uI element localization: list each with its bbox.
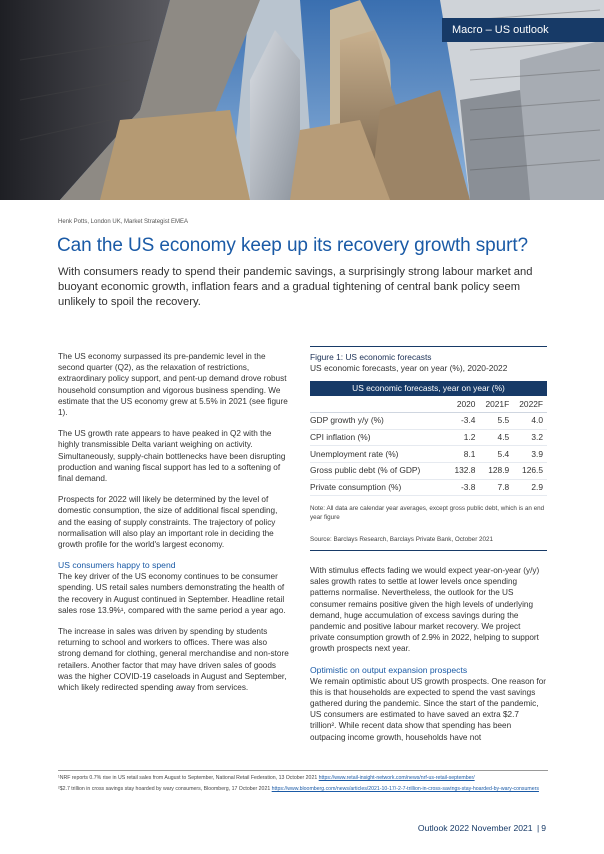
cell: 5.5 <box>497 415 510 426</box>
cell: -3.4 <box>461 415 476 426</box>
figure-1 <box>310 346 547 551</box>
footnote-2 <box>58 785 548 793</box>
paragraph: The US economy surpassed its pre-pandemic level in the second quarter (Q2), as the relaxation of restrictions, extraordinary policy support, and pent-up demand drove robust household consumption and vigorous business spending. We estimate that the US economy grew at 5.5% in 2021 (see figure 1). <box>58 352 288 418</box>
footnote-link[interactable]: https://www.retail-insight-network.com/news/nrf-us-retail-september/ <box>318 775 475 781</box>
left-column <box>58 351 290 703</box>
column-header: 2020 <box>449 396 479 413</box>
subheading-optimism: Optimistic on output expansion prospects <box>310 664 468 675</box>
figure-title: Figure 1: US economic forecasts <box>310 352 432 362</box>
cell: 128.9 <box>488 465 510 476</box>
forecast-table <box>310 396 547 496</box>
table-row <box>310 413 547 430</box>
figure-source: Source: Barclays Research, Barclays Private Bank, October 2021 <box>310 534 547 551</box>
cell: 8.1 <box>463 448 476 459</box>
footer-publication: Outlook 2022 <box>417 823 470 833</box>
cell: 2.9 <box>531 481 543 492</box>
paragraph: Prospects for 2022 will likely be determined by the level of domestic consumption, the size of additional fiscal spending, and the easing of supply constraints. The trajectory of policy normalisation will also play an important role in deciding the growth profile for the world's largest economy. <box>58 495 278 550</box>
table-header-row <box>310 396 547 413</box>
table-row <box>310 429 547 446</box>
footer-date: November 2021 <box>471 823 533 833</box>
cell: 4.5 <box>497 431 510 442</box>
paragraph: We remain optimistic about US growth prospects. One reason for this is that households are expected to spend the vast savings gathered during the pandemic. Since the start of the pandemic, US consumers are estimated to have saved an extra $2.7 trillion². While recent data show that spending has been outpacing income growth, households have not <box>310 676 547 742</box>
subheading-consumers: US consumers happy to spend <box>58 560 176 571</box>
cell: 5.4 <box>497 448 510 459</box>
row-label: GDP growth y/y (%) <box>310 415 384 426</box>
footnote-link[interactable]: https://www.bloomberg.com/news/articles/2021-10-17/-2-7-trillion-in-cross-savings-stay-hoarded-by-wary-consumers <box>271 786 539 792</box>
cell: -3.8 <box>461 481 476 492</box>
footnote-1 <box>58 774 548 782</box>
section-tag: Macro – US outlook <box>442 18 604 42</box>
footnote-text: ¹NRF reports 0.7% rise in US retail sales from August to September, National Retail Federation, 13 October 2021 <box>58 775 318 781</box>
cell: 132.8 <box>454 465 476 476</box>
column-header: 2021F <box>479 396 513 413</box>
figure-subtitle: US economic forecasts, year on year (%), 2020-2022 <box>310 363 508 373</box>
column-header: 2022F <box>513 396 547 413</box>
row-label: Gross public debt (% of GDP) <box>310 465 421 476</box>
table-header-bar: US economic forecasts, year on year (%) <box>310 381 547 396</box>
column-header <box>310 396 449 413</box>
author-byline: Henk Potts, London UK, Market Strategist EMEA <box>58 219 189 225</box>
page-footer <box>418 823 546 833</box>
cell: 1.2 <box>463 431 476 442</box>
hero-image <box>0 0 604 200</box>
paragraph: The key driver of the US economy continues to be consumer spending. US retail sales numbers demonstrating the health of the recovery in August continued in September. Headline retail sales rose 13.9%¹, compared with the same period a year ago. <box>58 572 286 615</box>
footnote-text: ²$2.7 trillion in cross savings stay hoarded by wary consumers, Bloomberg, 17 October 2021 <box>58 786 271 792</box>
paragraph: The increase in sales was driven by spending by students returning to school and workers to offices. There was also strong demand for clothing, general merchandise and non-store retailers. Another factor that may have driven sales of goods was the higher COVID-19 caseloads in August and September, which likely redirected spending away from services. <box>58 627 289 693</box>
figure-note: Note: All data are calendar year averages, except gross public debt, which is an end year figure <box>310 505 545 522</box>
cell: 7.8 <box>497 481 510 492</box>
paragraph: The US growth rate appears to have peaked in Q2 with the highly transmissible Delta variant weighing on activity. Simultaneously, supply-chain bottlenecks have been disrupting production and waning fiscal support has led to a softening of final demand. <box>58 429 286 484</box>
right-column <box>310 565 547 743</box>
page-number: 9 <box>541 823 546 833</box>
article-lead: With consumers ready to spend their pandemic savings, a surprisingly strong labour market and buoyant economic growth, inflation fears and a gradual tightening of central bank policy seem unlikely to spoil the recovery. <box>58 266 533 308</box>
table-row <box>310 479 547 496</box>
footer-separator: | <box>536 823 540 833</box>
row-label: Private consumption (%) <box>310 481 402 492</box>
cell: 4.0 <box>531 415 543 426</box>
table-row <box>310 446 547 463</box>
cell: 3.9 <box>531 448 543 459</box>
paragraph: With stimulus effects fading we would expect year-on-year (y/y) sales growth rates to settle at lower levels once spending patterns normalise. Nevertheless, the outlook for the US consumer remains positive given the high levels of underlying demand, huge accumulation of excess savings during the pandemic and positive labour market recovery. We project private consumption growth of 2.9% in 2022, helping to support growth prospects next year. <box>310 566 540 654</box>
cell: 126.5 <box>522 465 543 476</box>
cell: 3.2 <box>531 431 543 442</box>
footnotes <box>58 770 548 796</box>
row-label: CPI inflation (%) <box>310 431 371 442</box>
article-title: Can the US economy keep up its recovery growth spurt? <box>57 235 528 256</box>
table-row <box>310 462 547 479</box>
row-label: Unemployment rate (%) <box>310 448 399 459</box>
